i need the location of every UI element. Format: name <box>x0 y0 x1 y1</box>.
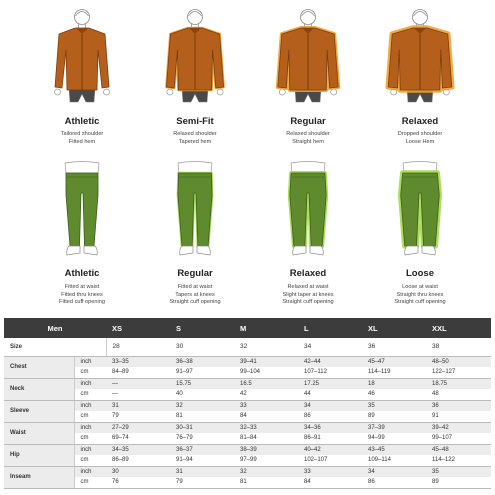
pant-fit-2 <box>253 160 363 310</box>
size-header-xl: XL <box>362 318 426 338</box>
value-cell-cm: 79 <box>106 411 170 422</box>
jacket-fit-line: Loose Hem <box>405 138 435 145</box>
pant-fit-description <box>365 284 475 307</box>
value-cell-inch: 40–42 <box>298 444 362 455</box>
pant-fit-description <box>27 284 137 307</box>
unit-label-inch: inch <box>74 400 106 411</box>
jacket-fit-3 <box>365 4 475 154</box>
pant-fit-description <box>140 284 250 307</box>
value-cell-cm: 91–94 <box>170 455 234 466</box>
pant-fit-line: Straight cuff opening <box>282 299 334 306</box>
pants-figure-icon <box>27 160 137 264</box>
value-cell-inch: 33–35 <box>106 356 170 367</box>
value-cell-inch: 27–29 <box>106 422 170 433</box>
pants-figure-icon <box>253 160 363 264</box>
pant-fit-line: Straight cuff opening <box>169 299 221 306</box>
value-cell-cm: 81 <box>170 411 234 422</box>
measurement-row-cm <box>4 455 491 466</box>
value-cell-cm: 46 <box>362 389 426 400</box>
value-cell-cm: 89 <box>426 477 491 488</box>
jacket-fit-description <box>365 131 475 146</box>
value-cell-inch: 16.5 <box>234 378 298 389</box>
unit-label-cm: cm <box>74 411 106 422</box>
size-cell: 38 <box>426 338 491 356</box>
value-cell-cm: 91–97 <box>170 367 234 378</box>
measurement-row-inch <box>4 356 491 367</box>
size-cell: 28 <box>106 338 170 356</box>
size-cell: 32 <box>234 338 298 356</box>
jacket-fit-line: Tailored shoulder <box>60 131 104 137</box>
measurement-row-inch <box>4 400 491 411</box>
value-cell-inch: 31 <box>106 400 170 411</box>
jacket-figure-icon <box>253 4 363 108</box>
pant-fit-line: Tapers at knees <box>175 291 215 298</box>
value-cell-cm: 79 <box>170 477 234 488</box>
jacket-fit-description <box>27 131 137 146</box>
size-header-xxl: XXL <box>426 318 491 338</box>
value-cell-cm: 76–79 <box>170 433 234 444</box>
value-cell-cm: 102–107 <box>298 455 362 466</box>
value-cell-cm: 99–107 <box>426 433 491 444</box>
value-cell-inch: 18 <box>362 378 426 389</box>
measurement-row-cm <box>4 477 491 488</box>
jacket-fit-line: Relaxed shoulder <box>286 131 330 137</box>
value-cell-cm: 114–119 <box>362 367 426 378</box>
value-cell-inch: 35 <box>362 400 426 411</box>
value-cell-cm: 48 <box>426 389 491 400</box>
value-cell-cm: 84 <box>234 411 298 422</box>
value-cell-cm: 114–122 <box>426 455 491 466</box>
pant-fit-line: Slight taper at knees <box>282 291 334 298</box>
value-cell-inch: 32 <box>234 466 298 477</box>
value-cell-inch: 42–44 <box>298 356 362 367</box>
unit-label-cm: cm <box>74 477 106 488</box>
pants-figure-icon <box>140 160 250 264</box>
unit-label-inch: inch <box>74 356 106 367</box>
jacket-fit-line: Dropped shoulder <box>397 131 443 137</box>
measurement-label: Waist <box>4 422 74 444</box>
value-cell-inch: 33 <box>234 400 298 411</box>
unit-label-cm: cm <box>74 389 106 400</box>
size-header-l: L <box>298 318 362 338</box>
size-chart-body <box>4 338 491 488</box>
value-cell-cm: 86 <box>298 411 362 422</box>
pant-fit-3 <box>365 160 475 310</box>
jacket-fit-description <box>140 131 250 146</box>
pant-fit-line: Fitted at waist <box>64 284 100 290</box>
value-cell-inch: 39–42 <box>426 422 491 433</box>
unit-label-inch: inch <box>74 466 106 477</box>
measurement-label: Size <box>4 338 106 356</box>
measurement-row-cm <box>4 389 491 400</box>
value-cell-cm: 97–99 <box>234 455 298 466</box>
measurement-label: Hip <box>4 444 74 466</box>
unit-label-inch: inch <box>74 378 106 389</box>
jacket-fit-row <box>0 4 495 154</box>
measurement-row-inch <box>4 466 491 477</box>
size-row <box>4 338 491 356</box>
value-cell-cm: 86 <box>362 477 426 488</box>
value-cell-inch: 43–45 <box>362 444 426 455</box>
pant-fit-line: Straight thru knees <box>396 291 444 298</box>
value-cell-inch: 33 <box>298 466 362 477</box>
jacket-figure-icon <box>27 4 137 108</box>
unit-label-cm: cm <box>74 433 106 444</box>
pant-fit-line: Loose at waist <box>402 284 438 290</box>
value-cell-inch: 34–36 <box>298 422 362 433</box>
pant-fit-description <box>253 284 363 307</box>
jacket-fit-line: Straight hem <box>292 138 324 145</box>
value-cell-inch: 36–38 <box>170 356 234 367</box>
value-cell-inch: 31 <box>170 466 234 477</box>
measurement-row-inch <box>4 378 491 389</box>
value-cell-cm: 84–89 <box>106 367 170 378</box>
value-cell-inch: 15.75 <box>170 378 234 389</box>
pant-fit-title: Athletic <box>64 268 100 279</box>
size-chart-header <box>4 318 491 338</box>
size-cell: 34 <box>298 338 362 356</box>
value-cell-cm: 81 <box>234 477 298 488</box>
value-cell-inch: 18.75 <box>426 378 491 389</box>
value-cell-inch: 45–47 <box>362 356 426 367</box>
size-header-m: M <box>234 318 298 338</box>
pant-fit-title: Relaxed <box>289 268 327 279</box>
pants-figure-icon <box>365 160 475 264</box>
jacket-fit-line: Fitted hem <box>68 138 96 145</box>
pant-fit-line: Fitted at waist <box>177 284 213 290</box>
pant-fit-title: Loose <box>406 268 434 279</box>
value-cell-cm: 91 <box>426 411 491 422</box>
value-cell-inch: 39–41 <box>234 356 298 367</box>
value-cell-cm: 84 <box>298 477 362 488</box>
jacket-fit-title: Regular <box>290 116 326 127</box>
value-cell-inch: 17.25 <box>298 378 362 389</box>
size-cell: 30 <box>170 338 234 356</box>
jacket-fit-line: Tapered hem <box>178 138 212 145</box>
measurement-row-cm <box>4 411 491 422</box>
size-chart-header-label: Men <box>4 318 106 338</box>
measurement-label: Chest <box>4 356 74 378</box>
measurement-label: Neck <box>4 378 74 400</box>
value-cell-inch: 32–33 <box>234 422 298 433</box>
pant-fit-0 <box>27 160 137 310</box>
pant-fit-line: Fitted thru knees <box>61 291 103 298</box>
pant-fit-row <box>0 160 495 310</box>
measurement-row-cm <box>4 367 491 378</box>
value-cell-inch: 35 <box>426 466 491 477</box>
jacket-figure-icon <box>140 4 250 108</box>
size-header-s: S <box>170 318 234 338</box>
value-cell-inch: 34–35 <box>106 444 170 455</box>
unit-label-inch: inch <box>74 444 106 455</box>
jacket-fit-1 <box>140 4 250 154</box>
pant-fit-1 <box>140 160 250 310</box>
unit-label-cm: cm <box>74 455 106 466</box>
value-cell-inch: 34 <box>362 466 426 477</box>
jacket-fit-2 <box>253 4 363 154</box>
value-cell-inch: 32 <box>170 400 234 411</box>
measurement-label: Inseam <box>4 466 74 488</box>
value-cell-cm: 69–74 <box>106 433 170 444</box>
value-cell-inch: — <box>106 378 170 389</box>
value-cell-cm: 44 <box>298 389 362 400</box>
value-cell-cm: 109–114 <box>362 455 426 466</box>
pant-fit-line: Straight cuff opening <box>394 299 446 306</box>
size-header-xs: XS <box>106 318 170 338</box>
value-cell-inch: 30–31 <box>170 422 234 433</box>
value-cell-inch: 36 <box>426 400 491 411</box>
measurement-label: Sleeve <box>4 400 74 422</box>
value-cell-cm: 40 <box>170 389 234 400</box>
pant-fit-line: Relaxed at waist <box>287 284 329 290</box>
jacket-fit-line: Relaxed shoulder <box>173 131 217 137</box>
value-cell-cm: 107–112 <box>298 367 362 378</box>
jacket-fit-title: Semi-Fit <box>176 116 214 127</box>
value-cell-inch: 37–39 <box>362 422 426 433</box>
value-cell-inch: 45–48 <box>426 444 491 455</box>
value-cell-cm: 76 <box>106 477 170 488</box>
measurement-row-inch <box>4 422 491 433</box>
value-cell-cm: 86–91 <box>298 433 362 444</box>
jacket-fit-0 <box>27 4 137 154</box>
jacket-figure-icon <box>365 4 475 108</box>
value-cell-cm: 89 <box>362 411 426 422</box>
value-cell-inch: 36–37 <box>170 444 234 455</box>
jacket-fit-title: Athletic <box>64 116 100 127</box>
jacket-fit-title: Relaxed <box>401 116 439 127</box>
size-chart <box>4 318 491 489</box>
value-cell-cm: 86–89 <box>106 455 170 466</box>
value-cell-cm: 42 <box>234 389 298 400</box>
jacket-fit-description <box>253 131 363 146</box>
pant-fit-title: Regular <box>177 268 213 279</box>
measurement-row-cm <box>4 433 491 444</box>
measurement-row-inch <box>4 444 491 455</box>
value-cell-inch: 38–39 <box>234 444 298 455</box>
value-cell-cm: 94–99 <box>362 433 426 444</box>
value-cell-cm: 99–104 <box>234 367 298 378</box>
value-cell-inch: 48–50 <box>426 356 491 367</box>
value-cell-inch: 30 <box>106 466 170 477</box>
size-cell: 36 <box>362 338 426 356</box>
value-cell-cm: 81–84 <box>234 433 298 444</box>
unit-label-inch: inch <box>74 422 106 433</box>
value-cell-inch: 34 <box>298 400 362 411</box>
value-cell-cm: — <box>106 389 170 400</box>
unit-label-cm: cm <box>74 367 106 378</box>
pant-fit-line: Fitted cuff opening <box>59 299 105 306</box>
value-cell-cm: 122–127 <box>426 367 491 378</box>
